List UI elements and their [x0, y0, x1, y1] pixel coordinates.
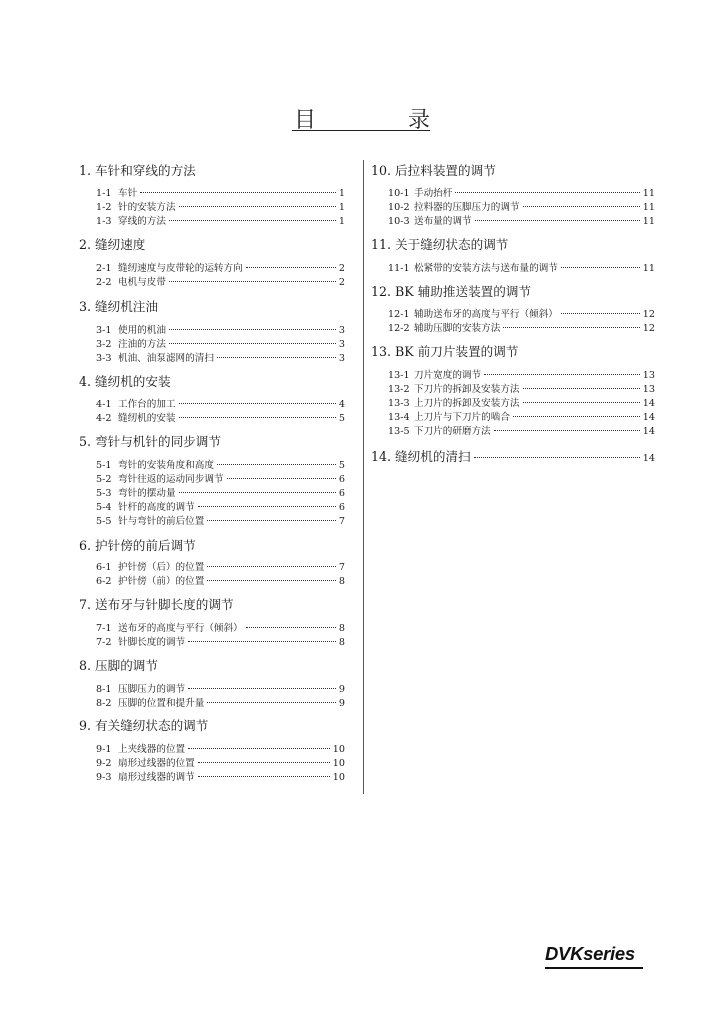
entry-title: 下刀片的拆卸及安装方法: [414, 384, 520, 395]
entry-title: 针与弯针的前后位置: [118, 516, 205, 527]
entry-number: 13-4: [388, 412, 410, 423]
entry-title: 护针傍（后）的位置: [118, 562, 205, 573]
entry-page: 12: [642, 309, 655, 320]
entry-page: 14: [642, 412, 655, 423]
entry-page: 2: [338, 277, 345, 288]
toc-entry[interactable]: [388, 322, 655, 336]
dot-leader: [561, 313, 640, 314]
dot-leader: [207, 702, 336, 703]
entry-page: 8: [338, 576, 345, 587]
entry-title: 机油、油泵滤网的清扫: [118, 353, 214, 364]
toc-entry[interactable]: [96, 338, 345, 352]
dot-leader: [198, 762, 330, 763]
section-heading[interactable]: 1. 车针和穿线的方法: [79, 163, 196, 178]
toc-entry[interactable]: [388, 397, 655, 411]
entry-title: 刀片宽度的调节: [414, 370, 482, 381]
entry-title: 松紧带的安装方法与送布量的调节: [414, 263, 558, 274]
entry-number: 1-3: [96, 216, 112, 227]
dot-leader: [246, 627, 336, 628]
section-heading[interactable]: 13. BK 前刀片装置的调节: [371, 344, 519, 359]
toc-entry[interactable]: [96, 187, 345, 201]
entry-page: 14: [642, 398, 655, 409]
dot-leader: [217, 357, 336, 358]
entry-title: 上夹线器的位置: [118, 744, 186, 755]
dot-leader: [475, 220, 640, 221]
dot-leader: [188, 641, 336, 642]
brand-logo: DVKseries: [545, 943, 635, 964]
toc-entry[interactable]: [96, 561, 345, 575]
entry-page: 3: [338, 339, 345, 350]
section-heading-with-page[interactable]: [371, 449, 655, 465]
entry-number: 13-3: [388, 398, 410, 409]
column-divider: [363, 160, 364, 794]
toc-entry[interactable]: [96, 771, 345, 785]
entry-number: 3-2: [96, 339, 112, 350]
entry-title: 穿线的方法: [118, 216, 166, 227]
entry-title: 拉料器的压脚压力的调节: [414, 202, 520, 213]
toc-entry[interactable]: [96, 473, 345, 487]
dot-leader: [523, 402, 640, 403]
entry-title: 注油的方法: [118, 339, 166, 350]
entry-number: 1-2: [96, 202, 112, 213]
entry-page: 11: [642, 188, 655, 199]
entry-number: 13-1: [388, 370, 410, 381]
entry-page: 13: [642, 384, 655, 395]
entry-page: 8: [338, 623, 345, 634]
entry-page: 14: [642, 453, 655, 464]
dot-leader: [455, 192, 639, 193]
entry-page: 2: [338, 263, 345, 274]
dot-leader: [227, 478, 336, 479]
entry-number: 10-1: [388, 188, 410, 199]
entry-page: 1: [338, 202, 345, 213]
toc-entry[interactable]: [96, 398, 345, 412]
toc-entry[interactable]: [96, 215, 345, 229]
toc-entry[interactable]: [388, 187, 655, 201]
toc-entry[interactable]: [96, 757, 345, 771]
dot-leader: [198, 776, 330, 777]
entry-number: 6-2: [96, 576, 112, 587]
entry-page: 9: [338, 684, 345, 695]
entry-page: 11: [642, 263, 655, 274]
section-heading[interactable]: 8. 压脚的调节: [79, 658, 158, 673]
entry-number: 13-5: [388, 426, 410, 437]
section-heading[interactable]: 7. 送布牙与针脚长度的调节: [79, 597, 234, 612]
entry-number: 11-1: [388, 263, 410, 274]
dot-leader: [179, 492, 336, 493]
entry-number: 5-5: [96, 516, 112, 527]
entry-number: 9-3: [96, 772, 112, 783]
entry-page: 6: [338, 474, 345, 485]
entry-title: 扇形过线器的位置: [118, 758, 195, 769]
entry-number: 9-1: [96, 744, 112, 755]
toc-entry[interactable]: [96, 352, 345, 366]
entry-page: 10: [332, 758, 345, 769]
entry-title: 下刀片的研磨方法: [414, 426, 491, 437]
entry-number: 3-3: [96, 353, 112, 364]
entry-page: 4: [338, 399, 345, 410]
entry-page: 10: [332, 744, 345, 755]
dot-leader: [169, 329, 336, 330]
entry-number: 13-2: [388, 384, 410, 395]
toc-entry[interactable]: [96, 622, 345, 636]
entry-page: 7: [338, 516, 345, 527]
dot-leader: [246, 267, 336, 268]
title-char-1: 目: [294, 108, 317, 133]
dot-leader: [207, 580, 336, 581]
dot-leader: [169, 281, 336, 282]
page-title: [294, 110, 430, 132]
toc-entry[interactable]: [96, 683, 345, 697]
entry-page: 8: [338, 637, 345, 648]
entry-number: 8-2: [96, 698, 112, 709]
toc-entry[interactable]: [96, 501, 345, 515]
dot-leader: [198, 506, 336, 507]
entry-title: 车针: [118, 188, 138, 199]
entry-number: 2-1: [96, 263, 112, 274]
entry-title: 工作台的加工: [118, 399, 176, 410]
entry-title: 上刀片与下刀片的啮合: [414, 412, 510, 423]
entry-title: 送布量的调节: [414, 216, 472, 227]
toc-entry[interactable]: [388, 262, 655, 276]
entry-number: 12-2: [388, 323, 410, 334]
toc-entry[interactable]: [388, 201, 655, 215]
dot-leader: [207, 566, 336, 567]
entry-title: 上刀片的拆卸及安装方法: [414, 398, 520, 409]
entry-page: 1: [338, 188, 345, 199]
logo-underline: [545, 967, 643, 969]
entry-title: 电机与皮带: [118, 277, 166, 288]
entry-number: 10-3: [388, 216, 410, 227]
entry-number: 4-1: [96, 399, 112, 410]
entry-page: 13: [642, 370, 655, 381]
entry-title: 弯针的摆动量: [118, 488, 176, 499]
entry-number: 6-1: [96, 562, 112, 573]
dot-leader: [523, 206, 640, 207]
toc-entry[interactable]: [96, 412, 345, 426]
toc-entry[interactable]: [388, 425, 655, 439]
entry-number: 10-2: [388, 202, 410, 213]
dot-leader: [140, 192, 336, 193]
entry-title: 针脚长度的调节: [118, 637, 186, 648]
entry-page: 7: [338, 562, 345, 573]
entry-page: 5: [338, 460, 345, 471]
section-heading[interactable]: 10. 后拉料装置的调节: [371, 163, 496, 178]
entry-page: 9: [338, 698, 345, 709]
dot-leader: [523, 388, 640, 389]
entry-number: 7-1: [96, 623, 112, 634]
section-heading[interactable]: 4. 缝纫机的安装: [79, 374, 171, 389]
dot-leader: [188, 688, 336, 689]
dot-leader: [188, 748, 330, 749]
dot-leader: [474, 457, 640, 458]
dot-leader: [169, 220, 336, 221]
dot-leader: [494, 430, 640, 431]
entry-title: 缝纫机的安装: [118, 413, 176, 424]
entry-page: 11: [642, 216, 655, 227]
dot-leader: [484, 374, 640, 375]
toc-entry[interactable]: [96, 743, 345, 757]
entry-number: 4-2: [96, 413, 112, 424]
dot-leader: [169, 343, 336, 344]
toc-entry[interactable]: [96, 324, 345, 338]
entry-number: 2-2: [96, 277, 112, 288]
toc-entry[interactable]: [388, 369, 655, 383]
entry-title: 压脚的位置和提升量: [118, 698, 205, 709]
dot-leader: [179, 206, 336, 207]
toc-entry[interactable]: [96, 515, 345, 529]
section-heading[interactable]: 2. 缝纫速度: [79, 237, 146, 252]
toc-entry[interactable]: [96, 487, 345, 501]
entry-page: 5: [338, 413, 345, 424]
toc-entry[interactable]: [96, 201, 345, 215]
entry-title: 缝纫速度与皮带轮的运转方向: [118, 263, 243, 274]
section-heading[interactable]: 11. 关于缝纫状态的调节: [371, 237, 509, 252]
entry-number: 5-2: [96, 474, 112, 485]
section-heading[interactable]: 9. 有关缝纫状态的调节: [79, 718, 209, 733]
toc-entry[interactable]: [388, 383, 655, 397]
entry-number: 5-3: [96, 488, 112, 499]
toc-entry[interactable]: [388, 215, 655, 229]
entry-page: 6: [338, 488, 345, 499]
entry-title: 针的安装方法: [118, 202, 176, 213]
toc-entry[interactable]: [96, 636, 345, 650]
entry-page: 6: [338, 502, 345, 513]
toc-entry[interactable]: [96, 575, 345, 589]
entry-number: 9-2: [96, 758, 112, 769]
toc-entry[interactable]: [96, 697, 345, 711]
entry-page: 3: [338, 353, 345, 364]
dot-leader: [503, 327, 639, 328]
entry-number: 12-1: [388, 309, 410, 320]
entry-number: 5-4: [96, 502, 112, 513]
dot-leader: [217, 464, 336, 465]
entry-page: 12: [642, 323, 655, 334]
entry-number: 3-1: [96, 325, 112, 336]
toc-entry[interactable]: [388, 411, 655, 425]
dot-leader: [179, 403, 336, 404]
toc-entry[interactable]: [96, 276, 345, 290]
entry-title: 压脚压力的调节: [118, 684, 186, 695]
toc-entry[interactable]: [96, 262, 345, 276]
toc-entry[interactable]: [388, 308, 655, 322]
toc-entry[interactable]: [96, 459, 345, 473]
entry-title: 辅助压脚的安装方法: [414, 323, 501, 334]
entry-number: 1-1: [96, 188, 112, 199]
entry-page: 10: [332, 772, 345, 783]
entry-number: 7-2: [96, 637, 112, 648]
dot-leader: [513, 416, 640, 417]
dot-leader: [207, 520, 336, 521]
entry-title: 送布牙的高度与平行（倾斜）: [118, 623, 243, 634]
entry-page: 1: [338, 216, 345, 227]
entry-title: 使用的机油: [118, 325, 166, 336]
entry-title: 辅助送布牙的高度与平行（倾斜）: [414, 309, 558, 320]
entry-title: 弯针往返的运动同步调节: [118, 474, 224, 485]
title-underline: [292, 130, 430, 131]
entry-title: 护针傍（前）的位置: [118, 576, 205, 587]
section-heading[interactable]: 12. BK 辅助推送装置的调节: [371, 284, 532, 299]
entry-number: 8-1: [96, 684, 112, 695]
section-heading[interactable]: 6. 护针傍的前后调节: [79, 538, 196, 553]
entry-page: 3: [338, 325, 345, 336]
entry-title: 手动抬杆: [414, 188, 453, 199]
entry-page: 14: [642, 426, 655, 437]
dot-leader: [561, 267, 640, 268]
entry-page: 11: [642, 202, 655, 213]
entry-title: 弯针的安装角度和高度: [118, 460, 214, 471]
title-char-2: 录: [407, 108, 430, 133]
entry-title: 扇形过线器的调节: [118, 772, 195, 783]
dot-leader: [179, 417, 336, 418]
entry-number: 5-1: [96, 460, 112, 471]
section-heading: 14. 缝纫机的清扫: [371, 449, 471, 464]
section-heading[interactable]: 3. 缝纫机注油: [79, 299, 158, 314]
section-heading[interactable]: 5. 弯针与机针的同步调节: [79, 434, 221, 449]
entry-title: 针杆的高度的调节: [118, 502, 195, 513]
